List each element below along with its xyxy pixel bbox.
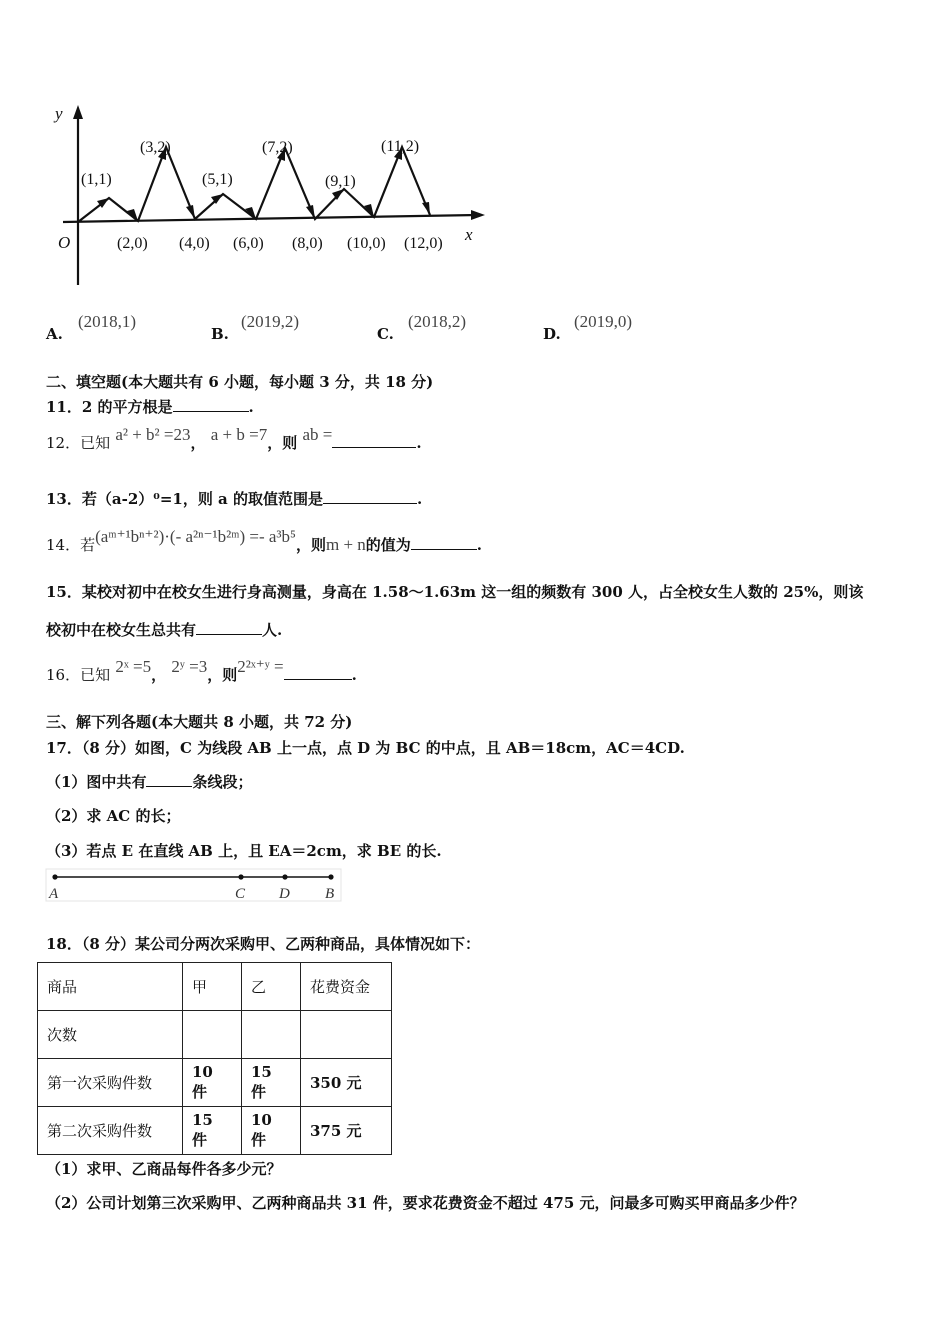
- empty-cell: [183, 1011, 242, 1059]
- q14-end: .: [476, 536, 483, 554]
- option-d-value[interactable]: (2019,0): [574, 312, 633, 331]
- q14-tail: 的值为: [365, 536, 411, 554]
- q16-eq2: 2ʸ =3: [171, 657, 208, 676]
- table-cell: 375 元: [301, 1107, 392, 1155]
- table-cell: 10 件: [183, 1059, 242, 1107]
- question-18-stem: 18．（8 分）某公司分两次采购甲、乙两种商品，具体情况如下：: [46, 935, 481, 953]
- q11-answer-blank[interactable]: [173, 396, 249, 412]
- segment-figure: [45, 868, 345, 904]
- q15-answer-blank[interactable]: [196, 619, 262, 635]
- peak-label: (9,1): [325, 173, 356, 190]
- q16-mid: ，则: [207, 666, 238, 684]
- table-row: [38, 1059, 392, 1107]
- q15-text: 校初中在校女生总共有: [46, 621, 197, 639]
- q13-end: .: [417, 490, 423, 508]
- x-axis-arrowhead: [471, 210, 485, 220]
- arrowhead: [186, 205, 195, 219]
- y-axis-arrowhead: [73, 105, 83, 119]
- q13-text: 13．若（a-2）⁰=1，则 a 的取值范围是: [46, 490, 323, 508]
- option-a-label[interactable]: A.: [46, 325, 63, 343]
- q14-answer-blank[interactable]: [411, 534, 477, 550]
- tick-label: (2,0): [117, 235, 148, 252]
- label-a: A: [49, 886, 59, 902]
- header-cell: 花费资金: [301, 963, 392, 1011]
- q12-number: 12．已知: [46, 434, 111, 452]
- origin-label: O: [58, 233, 71, 252]
- header-cell: 甲: [183, 963, 242, 1011]
- peak-label: (11,2): [381, 138, 420, 155]
- table-cell: 350 元: [301, 1059, 392, 1107]
- option-a-value[interactable]: (2018,1): [78, 312, 137, 331]
- question-16: [46, 657, 357, 685]
- q14-number: 14．若: [46, 536, 96, 554]
- purchase-table: [37, 962, 392, 1155]
- q12-eq1: a² + b² =23: [115, 425, 191, 444]
- section-title-solve: 三、解下列各题(本大题共 8 小题，共 72 分): [46, 713, 353, 731]
- question-18-part-1: （1）求甲、乙商品每件各多少元？: [46, 1160, 282, 1178]
- q16-end: .: [351, 666, 357, 684]
- q11-end: .: [248, 398, 254, 416]
- q12-end: .: [416, 434, 422, 452]
- option-d-label[interactable]: D.: [543, 325, 561, 343]
- header-cell: 乙: [242, 963, 301, 1011]
- question-17-stem: 17．（8 分）如图，C 为线段 AB 上一点，点 D 为 BC 的中点，且 AB＝18cm，AC＝4CD.: [46, 739, 685, 757]
- table-cell: 第一次采购件数: [38, 1059, 183, 1107]
- tick-label: (6,0): [233, 235, 264, 252]
- q12-eq2: a + b =7: [210, 425, 268, 444]
- q16-eq3: 2²ˣ⁺ʸ =: [237, 657, 284, 676]
- label-c: C: [235, 886, 246, 902]
- question-12: [46, 425, 422, 453]
- table-header-row: [38, 963, 392, 1011]
- label-d: D: [279, 886, 290, 902]
- peak-label: (1,1): [81, 171, 112, 188]
- arrowhead: [422, 202, 430, 215]
- q17-p1-text: （1）图中共有: [46, 773, 147, 791]
- label-b: B: [325, 886, 335, 902]
- option-b-value[interactable]: (2019,2): [241, 312, 300, 331]
- q14-m-plus-n: m + n: [325, 535, 366, 554]
- q12-eq3: ab =: [302, 425, 333, 444]
- header-cell: 商品: [38, 963, 183, 1011]
- tick-label: (10,0): [347, 235, 386, 252]
- table-cell: 15 件: [242, 1059, 301, 1107]
- x-axis: [63, 215, 477, 222]
- option-b-label[interactable]: B.: [211, 325, 229, 343]
- q16-number: 16．已知: [46, 666, 111, 684]
- q16-answer-blank[interactable]: [284, 664, 352, 680]
- section-title-fill-in: 二、填空题(本大题共有 6 小题，每小题 3 分，共 18 分): [46, 373, 434, 391]
- table-cell: 15 件: [183, 1107, 242, 1155]
- q11-text: 11．2 的平方根是: [46, 398, 173, 416]
- q15-end: 人.: [262, 621, 283, 639]
- table-cell: 10 件: [242, 1107, 301, 1155]
- q16-sep: ，: [151, 666, 167, 684]
- point-b: [328, 874, 333, 879]
- question-17-part-2: （2）求 AC 的长；: [46, 807, 181, 825]
- tick-label: (12,0): [404, 235, 443, 252]
- question-18-part-2: （2）公司计划第三次采购甲、乙两种商品共 31 件，要求花费资金不超过 475 元，问最多可购买甲商品多少件？: [46, 1194, 805, 1212]
- tick-label: (4,0): [179, 235, 210, 252]
- x-axis-label: x: [465, 225, 473, 244]
- y-axis-label: y: [55, 104, 63, 123]
- arrowhead: [127, 209, 138, 221]
- question-14: [46, 527, 483, 555]
- table-row: [38, 1011, 392, 1059]
- figure-frame: [46, 869, 341, 901]
- row-label-cell: 次数: [38, 1011, 183, 1059]
- peak-label: (3,2): [140, 139, 171, 156]
- empty-cell: [242, 1011, 301, 1059]
- coordinate-graph-figure: [45, 95, 495, 295]
- q12-answer-blank[interactable]: [332, 432, 416, 448]
- point-c: [238, 874, 243, 879]
- empty-cell: [301, 1011, 392, 1059]
- peak-label: (5,1): [202, 171, 233, 188]
- option-c-value[interactable]: (2018,2): [408, 312, 467, 331]
- q12-sep: ，: [190, 434, 206, 452]
- point-a: [52, 874, 57, 879]
- question-17-part-1: [46, 771, 252, 792]
- table-row: [38, 1107, 392, 1155]
- question-11: [46, 396, 254, 417]
- option-c-label[interactable]: C.: [377, 325, 394, 343]
- question-13: [46, 488, 422, 509]
- peak-label: (7,2): [262, 139, 293, 156]
- question-17-part-3: （3）若点 E 在直线 AB 上，且 EA＝2cm，求 BE 的长.: [46, 842, 442, 860]
- tick-label: (8,0): [292, 235, 323, 252]
- table-cell: 第二次采购件数: [38, 1107, 183, 1155]
- point-d: [282, 874, 287, 879]
- q14-expression: (aᵐ⁺¹bⁿ⁺²)·(- a²ⁿ⁻¹b²ᵐ) =- a³b⁵: [95, 527, 296, 546]
- q17-p1-tail: 条线段；: [192, 773, 253, 791]
- q17-answer-blank[interactable]: [146, 771, 192, 787]
- q13-answer-blank[interactable]: [323, 488, 417, 504]
- q14-mid: ，则: [295, 536, 326, 554]
- q12-mid: ，则: [267, 434, 298, 452]
- q16-eq1: 2ˣ =5: [115, 657, 152, 676]
- question-15-line-1: 15．某校对初中在校女生进行身高测量，身高在 1.58～1.63m 这一组的频数有 300 人，占全校女生人数的 25%，则该: [46, 583, 864, 601]
- question-15-line-2: [46, 619, 282, 640]
